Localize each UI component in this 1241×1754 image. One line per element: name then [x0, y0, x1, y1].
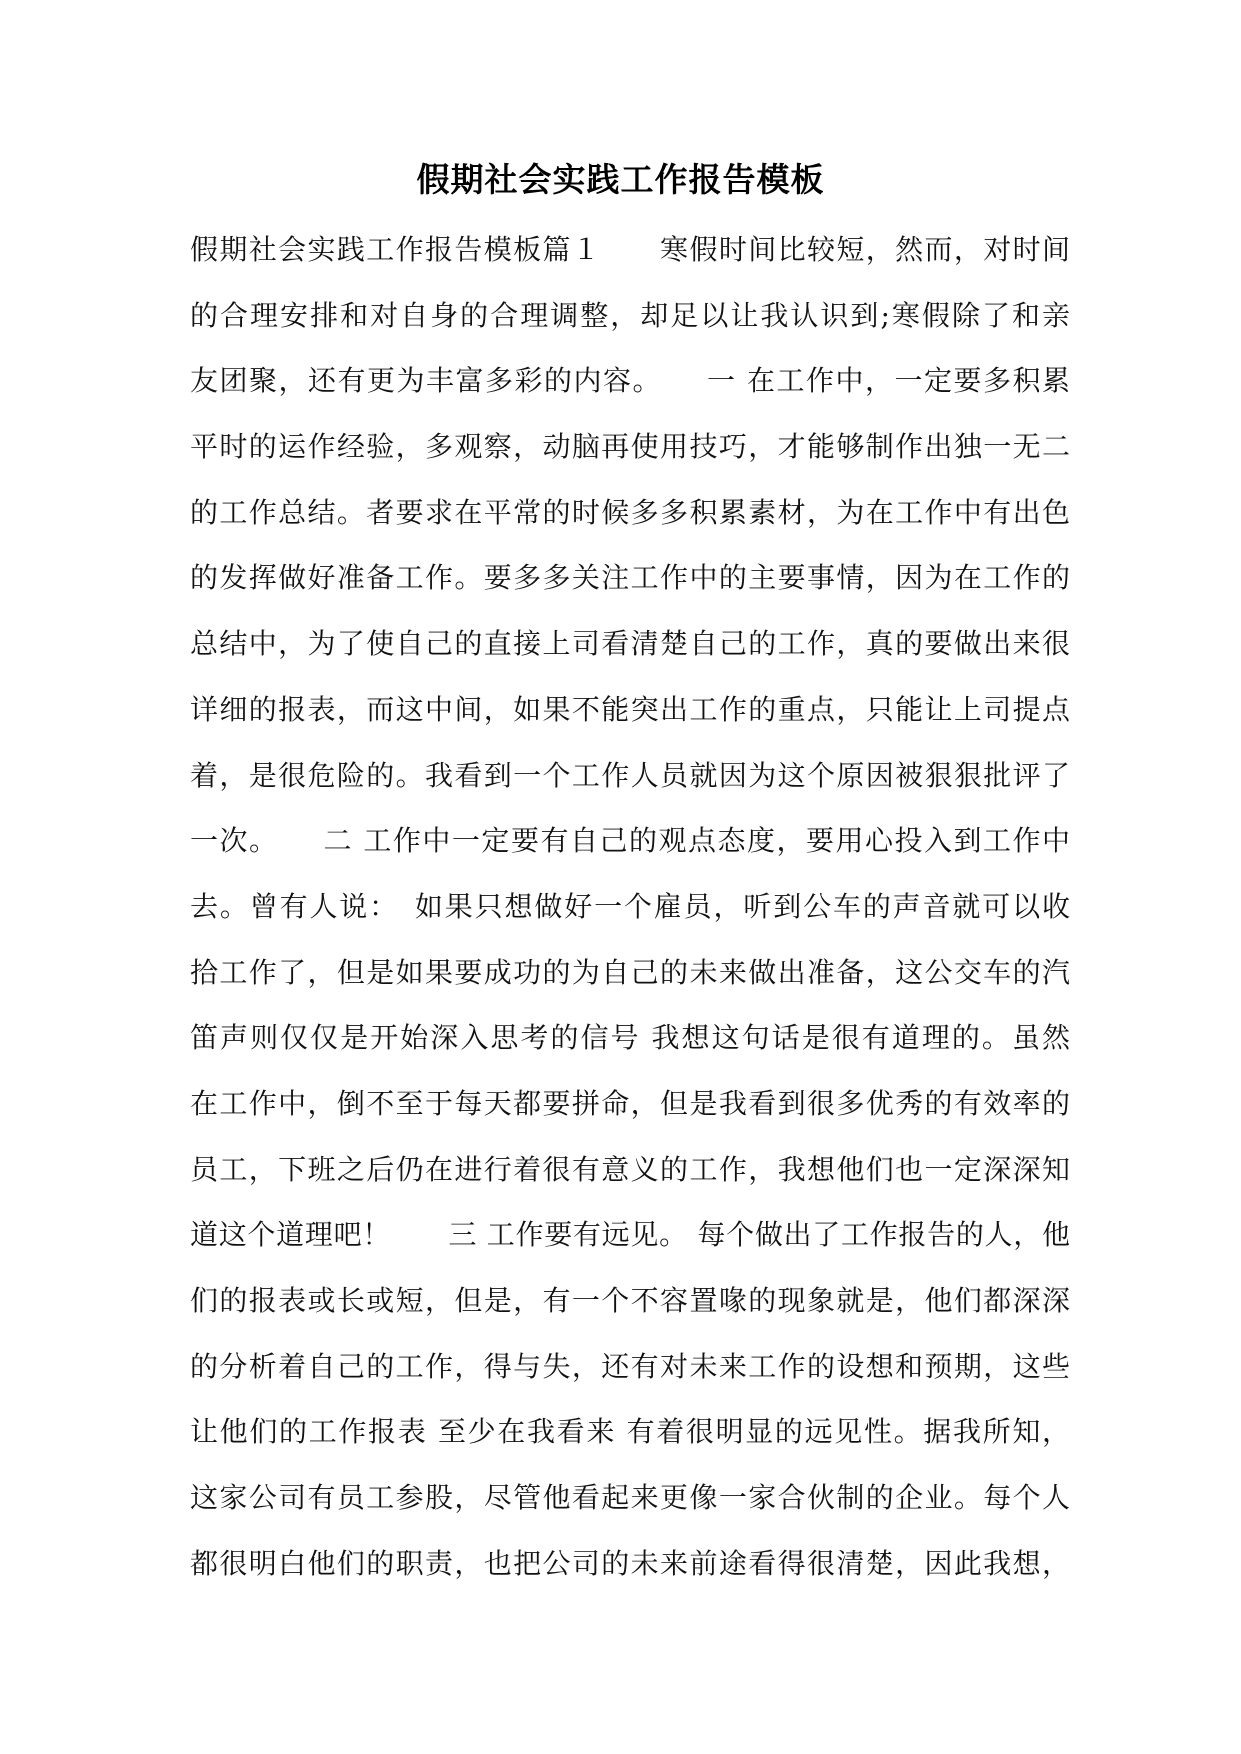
text-line: 一次。 二 工作中一定要有自己的观点态度，要用心投入到工作中 — [190, 824, 1070, 858]
text-line: 去。曾有人说： 如果只想做好一个雇员，听到公车的声音就可以收 — [190, 889, 1070, 923]
text-line: 们的报表或长或短，但是，有一个不容置喙的现象就是，他们都深深 — [190, 1284, 1070, 1317]
text-line: 的发挥做好准备工作。要多多关注工作中的主要事情，因为在工作的 — [190, 561, 1070, 595]
document-title: 假期社会实践工作报告模板 — [416, 160, 825, 199]
text-line: 道这个道理吧！ 三 工作要有远见。 每个做出了工作报告的人，他 — [190, 1218, 1070, 1252]
text-line: 在工作中，倒不至于每天都要拼命，但是我看到很多优秀的有效率的 — [190, 1086, 1070, 1120]
text-line: 这家公司有员工参股，尽管他看起来更像一家合伙制的企业。每个人 — [190, 1481, 1070, 1515]
text-line: 详细的报表，而这中间，如果不能突出工作的重点，只能让上司提点 — [190, 692, 1070, 726]
text-line: 让他们的工作报表 至少在我看来 有着很明显的远见性。据我所知， — [190, 1415, 1070, 1449]
text-line: 拾工作了，但是如果要成功的为自己的未来做出准备，这公交车的汽 — [190, 955, 1070, 989]
text-line: 笛声则仅仅是开始深入思考的信号 我想这句话是很有道理的。虽然 — [190, 1021, 1070, 1055]
text-line: 员工，下班之后仍在进行着很有意义的工作，我想他们也一定深深知 — [190, 1152, 1070, 1186]
text-line: 总结中，为了使自己的直接上司看清楚自己的工作，真的要做出来很 — [190, 627, 1070, 661]
text-line: 假期社会实践工作报告模板篇１ 寒假时间比较短，然而，对时间 — [190, 233, 1070, 266]
text-line: 都很明白他们的职责，也把公司的未来前途看得很清楚，因此我想， — [190, 1546, 1070, 1580]
document-body — [190, 228, 1070, 1607]
text-line: 着，是很危险的。我看到一个工作人员就因为这个原因被狠狠批评了 — [190, 758, 1070, 792]
text-line: 的分析着自己的工作，得与失，还有对未来工作的设想和预期，这些 — [190, 1349, 1070, 1383]
text-line: 友团聚，还有更为丰富多彩的内容。 一 在工作中，一定要多积累 — [190, 364, 1070, 398]
text-line: 的工作总结。者要求在平常的时候多多积累素材，为在工作中有出色 — [190, 495, 1070, 529]
text-line: 的合理安排和对自身的合理调整，却足以让我认识到;寒假除了和亲 — [190, 298, 1070, 332]
text-line: 平时的运作经验，多观察，动脑再使用技巧，才能够制作出独一无二 — [190, 430, 1070, 464]
